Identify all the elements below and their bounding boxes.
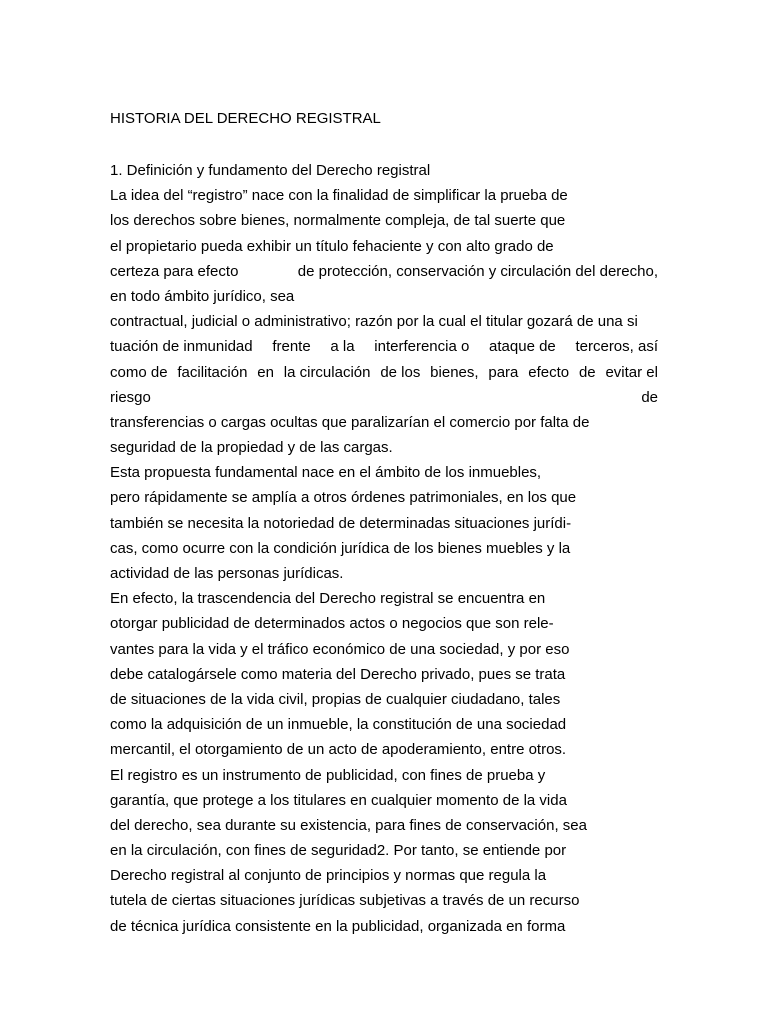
text-line: El registro es un instrumento de publicidad, con fines de prueba y <box>110 766 546 784</box>
text-line-segment: a la <box>330 338 355 356</box>
text-line: en la circulación, con fines de seguridad2. Por tanto, se entiende por <box>110 842 567 860</box>
text-line: tutela de ciertas situaciones jurídicas subjetivas a través de un recurso <box>110 892 580 910</box>
text-line <box>110 385 658 410</box>
text-line: de situaciones de la vida civil, propias de cualquier ciudadano, tales <box>110 690 561 708</box>
text-line: del derecho, sea durante su existencia, para fines de conservación, sea <box>110 816 587 834</box>
text-line-segment: de <box>578 363 596 381</box>
text-line-segment: interferencia o <box>374 338 470 356</box>
text-line-segment: bienes, <box>430 363 479 381</box>
text-line-segment: efecto <box>528 363 570 381</box>
text-line-segment: riesgo <box>110 388 151 406</box>
text-line: vantes para la vida y el tráfico económico de una sociedad, y por eso <box>110 640 570 658</box>
text-line: mercantil, el otorgamiento de un acto de apoderamiento, entre otros. <box>110 741 567 759</box>
text-line-segment: de <box>641 388 658 406</box>
text-line: el propietario pueda exhibir un título fehaciente y con alto grado de <box>110 237 554 255</box>
text-line: de técnica jurídica consistente en la publicidad, organizada en forma <box>110 917 566 935</box>
text-line: En efecto, la trascendencia del Derecho registral se encuentra en <box>110 590 546 608</box>
text-line: también se necesita la notoriedad de determinadas situaciones jurídi- <box>110 514 572 532</box>
text-line: transferencias o cargas ocultas que paralizarían el comercio por falta de <box>110 413 590 431</box>
text-line: Derecho registral al conjunto de principios y normas que regula la <box>110 867 547 885</box>
text-line: en todo ámbito jurídico, sea <box>110 287 295 305</box>
text-line-segment: facilitación <box>177 363 248 381</box>
text-line <box>110 259 658 284</box>
text-line: los derechos sobre bienes, normalmente compleja, de tal suerte que <box>110 212 566 230</box>
text-line <box>110 360 658 385</box>
text-line: seguridad de la propiedad y de las cargas. <box>110 439 393 457</box>
text-line-segment: de protección, conservación y circulación del derecho, <box>297 262 658 280</box>
document-body <box>110 158 658 939</box>
text-line: debe catalogársele como materia del Derecho privado, pues se trata <box>110 665 566 683</box>
document-title: HISTORIA DEL DERECHO REGISTRAL <box>110 110 381 127</box>
text-line-segment: como de <box>110 363 168 381</box>
text-line: como la adquisición de un inmueble, la constitución de una sociedad <box>110 716 567 734</box>
text-line: 1. Definición y fundamento del Derecho registral <box>110 162 431 179</box>
text-line-segment: ataque de <box>489 338 556 356</box>
text-line-segment: frente <box>272 338 311 356</box>
text-line: contractual, judicial o administrativo; razón por la cual el titular gozará de una si <box>110 313 638 331</box>
text-line-segment: para <box>488 363 519 381</box>
text-line: pero rápidamente se amplía a otros órdenes patrimoniales, en los que <box>110 489 577 507</box>
text-line: otorgar publicidad de determinados actos o negocios que son rele- <box>110 615 554 633</box>
text-line: cas, como ocurre con la condición jurídica de los bienes muebles y la <box>110 539 571 557</box>
text-line-segment: certeza para efecto <box>110 262 239 280</box>
text-line: Esta propuesta fundamental nace en el ámbito de los inmuebles, <box>110 464 542 482</box>
text-line-segment: de los <box>380 363 421 381</box>
text-line-segment: en <box>257 363 274 381</box>
text-line-segment: la circulación <box>283 363 371 381</box>
text-line-segment: evitar el <box>605 363 658 381</box>
text-line-segment: tuación de inmunidad <box>110 338 253 356</box>
text-line: garantía, que protege a los titulares en cualquier momento de la vida <box>110 791 567 809</box>
text-line <box>110 334 658 359</box>
text-line-segment: terceros, así <box>575 338 658 356</box>
text-line: actividad de las personas jurídicas. <box>110 565 344 582</box>
text-line: La idea del “registro” nace con la finalidad de simplificar la prueba de <box>110 187 568 205</box>
